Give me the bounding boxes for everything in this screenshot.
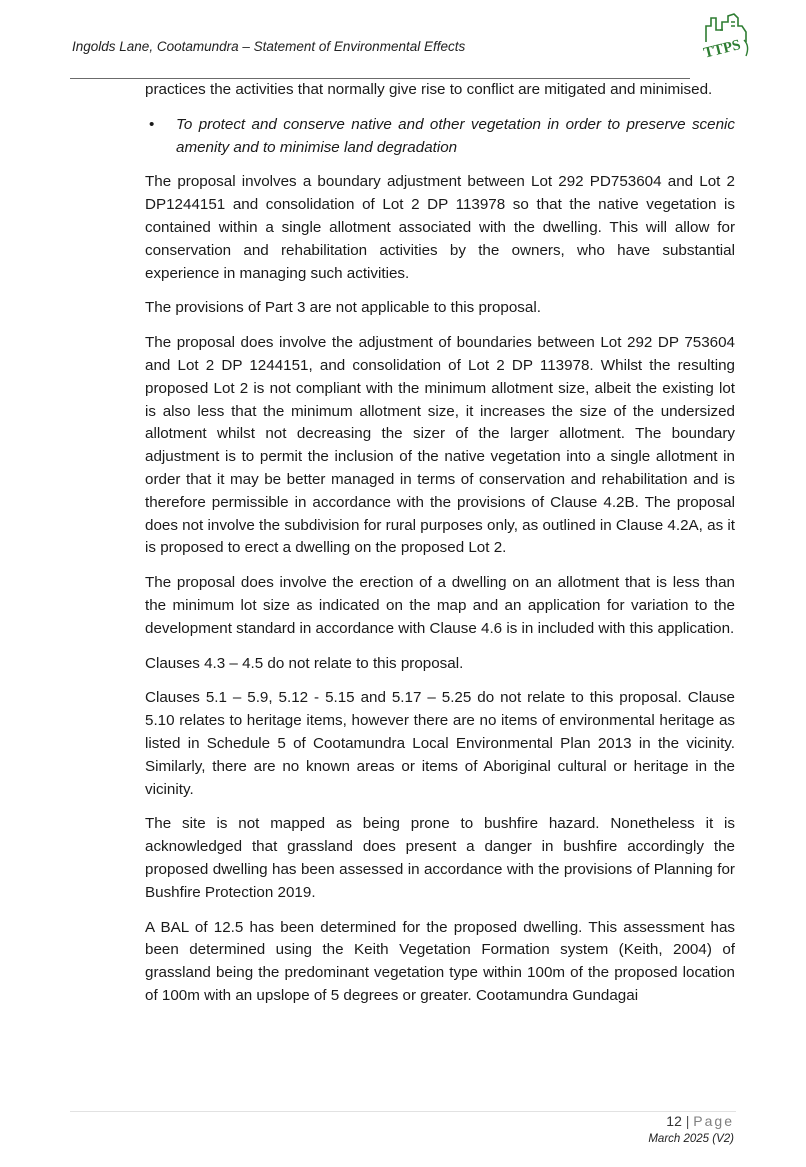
document-body xyxy=(145,79,735,1020)
paragraph-part-3: The provisions of Part 3 are not applicable to this proposal. xyxy=(145,299,541,317)
footer-divider xyxy=(70,1111,736,1112)
paragraph-clauses-5: Clauses 5.1 – 5.9, 5.12 - 5.15 and 5.17 – 5.25 do not relate to this proposal. Clause 5.10 relates to heritage items, however there are no items of environmental heritage as listed in Schedule 5 of Cootamundra Local Environmental Plan 2013 in the vicinity. Similarly, there are no known areas or items of Aboriginal cultural or heritage in the vicinity. xyxy=(145,689,735,798)
paragraph-boundary-adjustment: The proposal involves a boundary adjustment between Lot 292 PD753604 and Lot 2 DP1244151 and consolidation of Lot 2 DP 113978 so that the native vegetation is contained within a single allotment associated with the dwelling. This will allow for conservation and rehabilitation activities by the owners, who have substantial experience in managing such activities. xyxy=(145,173,735,282)
page-number xyxy=(666,1113,734,1129)
page-header-title: Ingolds Lane, Cootamundra – Statement of Environmental Effects xyxy=(72,39,466,54)
paragraph-bal: A BAL of 12.5 has been determined for the proposed dwelling. This assessment has been determined using the Keith Vegetation Formation system (Keith, 2004) of grassland being the predominant vegetation type within 100m of the proposed location of 100m with an upslope of 5 degrees or greater. Cootamundra Gundagai xyxy=(145,918,735,1004)
ttps-logo-icon xyxy=(700,12,754,62)
page-number-value: 12 xyxy=(666,1113,682,1129)
bullet-icon: • xyxy=(149,115,155,133)
svg-text:TTPS: TTPS xyxy=(702,37,743,62)
page-label: Page xyxy=(693,1113,734,1129)
intro-paragraph: practices the activities that normally give rise to conflict are mitigated and minimised. xyxy=(145,81,713,98)
paragraph-bushfire: The site is not mapped as being prone to bushfire hazard. Nonetheless it is acknowledged that grassland does present a danger in bushfire accordingly the proposed dwelling has been assessed in accordance with the provisions of Planning for Bushfire Protection 2019. xyxy=(145,815,735,901)
page-separator: | xyxy=(685,1113,690,1129)
objective-text: To protect and conserve native and other vegetation in order to preserve scenic amenity and to minimise land degradation xyxy=(176,115,735,156)
paragraph-clauses-4-3: Clauses 4.3 – 4.5 do not relate to this proposal. xyxy=(145,654,464,672)
paragraph-clause-4-6: The proposal does involve the erection of a dwelling on an allotment that is less than the minimum lot size as indicated on the map and an application for variation to the development standard in accordance with Clause 4.6 is in included with this application. xyxy=(145,574,735,637)
objective-bullet xyxy=(145,114,735,160)
paragraph-clause-4-2: The proposal does involve the adjustment of boundaries between Lot 292 DP 753604 and Lot 2 DP 1244151, and consolidation of Lot 2 DP 113978. Whilst the resulting proposed Lot 2 is not compliant with the minimum allotment size, albeit the existing lot is also less that the minimum allotment size, it increases the size of the undersized allotment whilst not decreasing the sizer of the larger allotment. The boundary adjustment is to permit the inclusion of the native vegetation into a single allotment in order that it may be better managed in terms of conservation and rehabilitation and is therefore permissible in accordance with the provisions of Clause 4.2B. The proposal does not involve the subdivision for rural purposes only, as outlined in Clause 4.2A, as it is proposed to erect a dwelling on the proposed Lot 2. xyxy=(145,334,735,557)
document-date: March 2025 (V2) xyxy=(648,1133,734,1145)
